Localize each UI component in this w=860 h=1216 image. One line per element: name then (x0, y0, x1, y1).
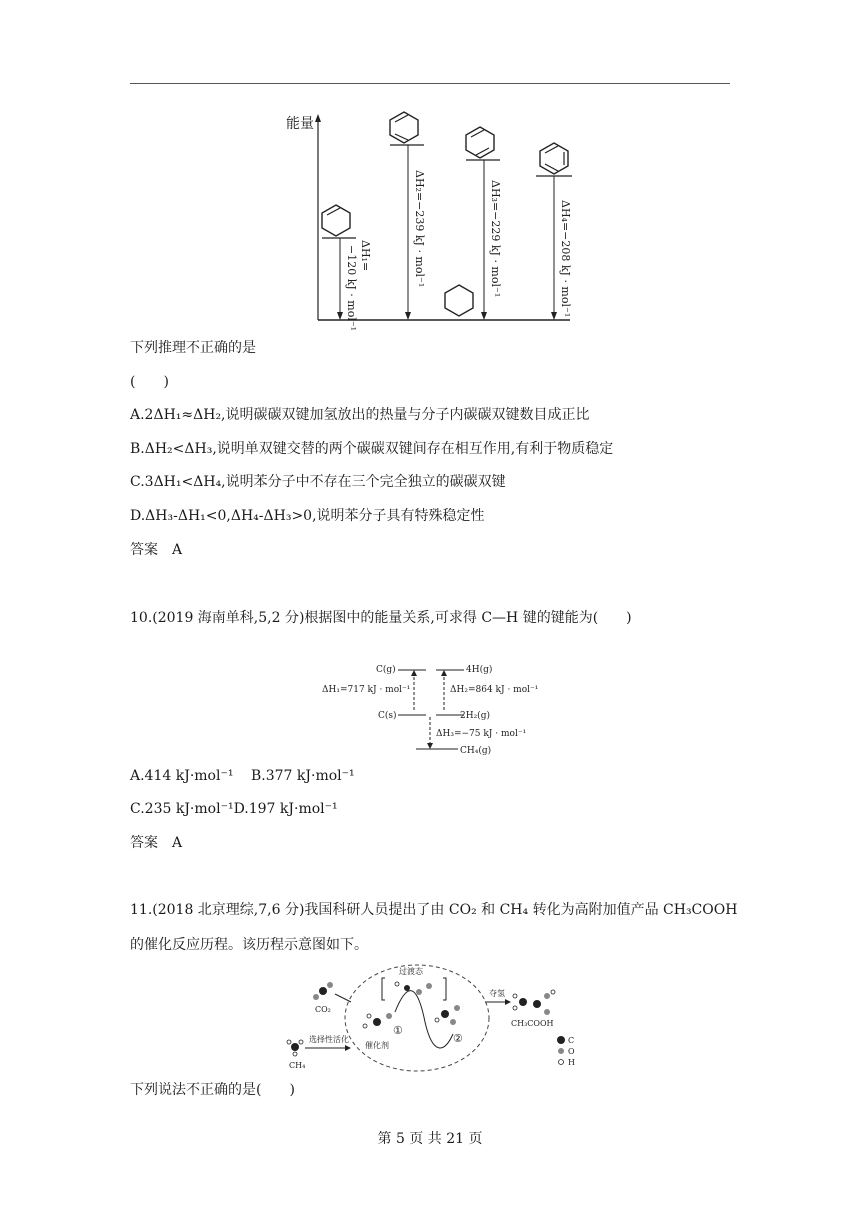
q9-option-a: A.2ΔH₁≈ΔH₂,说明碳碳双键加氢放出的热量与分子内碳碳双键数目成正比 (130, 407, 590, 423)
svg-text:ΔH₁=: ΔH₁= (359, 240, 372, 272)
hydrogenation-energy-diagram (280, 100, 580, 330)
q10-option-a: A.414 kJ·mol⁻¹ (130, 768, 234, 784)
q11-stem-line2: 的催化反应历程。该历程示意图如下。 (130, 937, 368, 953)
q11-stem-line1: 11.(2018 北京理综,7,6 分)我国科研人员提出了由 CO₂ 和 CH₄ 转化为高附加值产品 CH₃COOH (130, 902, 738, 918)
svg-text:CH₄(g): CH₄(g) (460, 746, 492, 756)
svg-text:夺氢: 夺氢 (489, 989, 505, 998)
svg-text:催化剂: 催化剂 (365, 1041, 389, 1050)
svg-text:②: ② (453, 1032, 463, 1045)
svg-text:ΔH₃=−75 kJ · mol⁻¹: ΔH₃=−75 kJ · mol⁻¹ (436, 729, 527, 739)
svg-text:C(s): C(s) (378, 711, 397, 721)
svg-text:ΔH₄=−208 kJ · mol⁻¹: ΔH₄=−208 kJ · mol⁻¹ (559, 200, 572, 318)
q10-answer: 答案 A (130, 835, 183, 851)
svg-text:O: O (568, 1047, 575, 1056)
svg-text:CH₄: CH₄ (289, 1061, 306, 1070)
y-axis-label: 能量 (286, 116, 314, 132)
q11-prompt: 下列说法不正确的是( ) (130, 1082, 295, 1098)
svg-text:2H₂(g): 2H₂(g) (460, 711, 490, 721)
svg-text:ΔH₁=717 kJ · mol⁻¹: ΔH₁=717 kJ · mol⁻¹ (322, 685, 411, 695)
svg-text:过渡态: 过渡态 (399, 967, 423, 976)
svg-text:C(g): C(g) (376, 665, 396, 675)
q10-stem: 10.(2019 海南单科,5,2 分)根据图中的能量关系,可求得 C—H 键的键能为( ) (130, 610, 632, 626)
q10-option-cd: C.235 kJ·mol⁻¹D.197 kJ·mol⁻¹ (130, 801, 338, 817)
svg-text:ΔH₂=864 kJ · mol⁻¹: ΔH₂=864 kJ · mol⁻¹ (450, 685, 539, 695)
svg-text:选择性活化: 选择性活化 (309, 1035, 349, 1044)
svg-text:CO₂: CO₂ (315, 1005, 331, 1014)
q9-answer: 答案 A (130, 542, 183, 558)
svg-text:①: ① (393, 1024, 403, 1037)
q9-prompt: 下列推理不正确的是 (130, 340, 256, 356)
catalytic-pathway-diagram (285, 962, 585, 1074)
svg-text:4H(g): 4H(g) (466, 665, 493, 675)
header-rule (130, 83, 730, 84)
q10-option-b: B.377 kJ·mol⁻¹ (251, 768, 355, 784)
q9-option-b: B.ΔH₂<ΔH₃,说明单双键交替的两个碳碳双键间存在相互作用,有利于物质稳定 (130, 441, 614, 457)
svg-text:ΔH₂=−239 kJ · mol⁻¹: ΔH₂=−239 kJ · mol⁻¹ (413, 170, 426, 288)
q9-option-c: C.3ΔH₁<ΔH₄,说明苯分子中不存在三个完全独立的碳碳双键 (130, 474, 506, 490)
cyclohexane-icon (445, 285, 473, 316)
svg-text:ΔH₃=−229 kJ · mol⁻¹: ΔH₃=−229 kJ · mol⁻¹ (489, 180, 502, 298)
ch-bond-energy-diagram (318, 660, 548, 760)
svg-text:−120 kJ · mol⁻¹: −120 kJ · mol⁻¹ (345, 245, 358, 330)
page-footer: 第 5 页 共 21 页 (377, 1131, 483, 1147)
q9-option-d: D.ΔH₃-ΔH₁<0,ΔH₄-ΔH₃>0,说明苯分子具有特殊稳定性 (130, 508, 485, 524)
svg-text:H: H (568, 1058, 575, 1067)
svg-text:C: C (568, 1036, 575, 1045)
q9-paren: ( ) (130, 374, 169, 390)
svg-text:CH₃COOH: CH₃COOH (511, 1019, 554, 1028)
